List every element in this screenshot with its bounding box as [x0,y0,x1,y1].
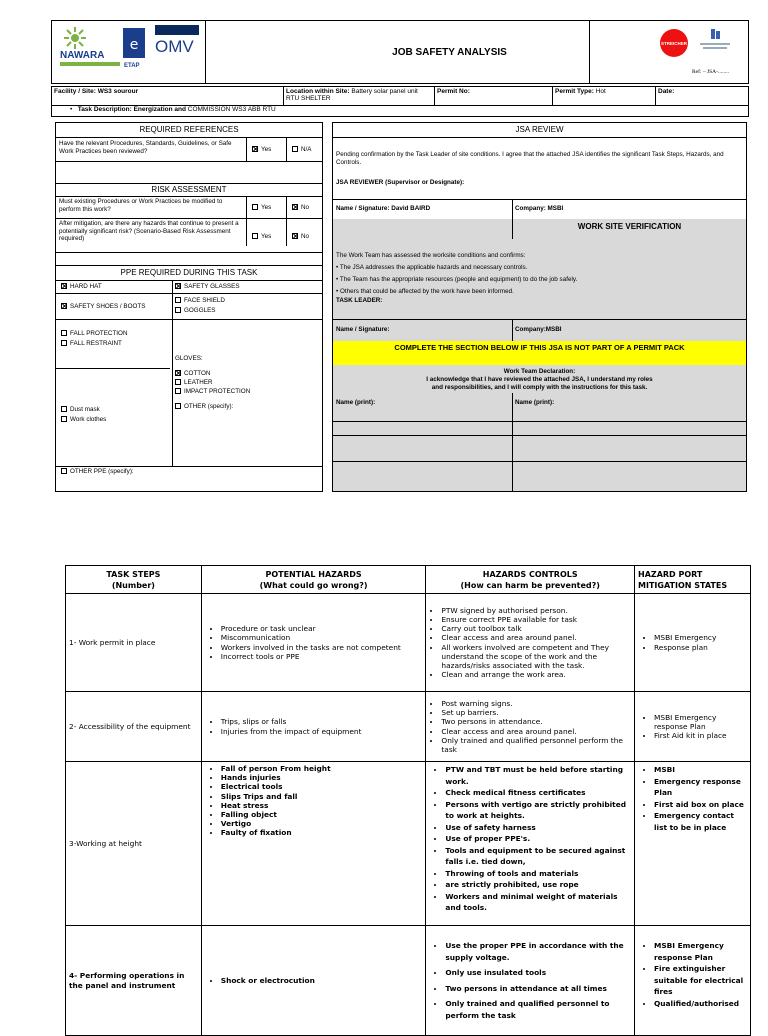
etap-logo: e ETAP [122,27,148,79]
risk-question-1: Must existing Procedures or Work Practices be modified to perform this work? [59,198,223,213]
streicher-logo: STREICHER [660,29,688,57]
risk-assessment-heading: RISK ASSESSMENT [151,185,227,194]
table-row [66,762,751,926]
hazards-cell: • Shock or electrocution [201,926,426,1036]
risk-q2-yes-checkbox[interactable]: Yes [252,233,271,241]
declaration-title: Work Team Declaration: [503,368,576,375]
work-site-bullet-1: • The JSA addresses the applicable hazards and necessary controls. [336,264,528,271]
ppe-heading: PPE REQUIRED DURING THIS TASK [120,268,258,277]
header-potential-hazards: POTENTIAL HAZARDS (What could go wrong?) [201,566,426,594]
references-na-checkbox[interactable]: N/A [292,146,312,154]
facility-field: Facility / Site: WS3 sourour [52,87,284,105]
required-references-heading: REQUIRED REFERENCES [139,125,239,134]
risk-q1-yes-checkbox[interactable]: Yes [252,204,271,212]
task-leader-name: Name / Signature: [336,326,390,333]
references-yes-checkbox[interactable]: Yes [252,146,271,154]
ppe-fall-restraint[interactable]: FALL RESTRAINT [61,340,122,348]
controls-cell: • PTW and TBT must be held before starting work. • Check medical fitness certificates • Persons with vertigo are strictly prohibited to work at heights. • Use of safety harness • Use of proper PPE's. • Tools and equipment to be secured against falls i.e. tied down, • Throwing of tools and materials • are strictly prohibited, use rope • Workers and minimal weight of materials and tools. [426,762,635,926]
hazards-cell: • Fall of person From height • Hands injuries • Electrical tools • Slips Trips and fall • Heat stress • Falling object • Vertigo • Faulty of fixation [201,762,426,926]
task-leader-label: TASK LEADER: [336,297,383,304]
declaration-line-1: I acknowledge that I have reviewed the attached JSA, I understand my roles [426,376,653,383]
task-leader-company: Company:MSBI [515,326,562,333]
svg-text:e: e [129,37,139,53]
work-site-intro: The Work Team has assessed the worksite conditions and confirms: [336,252,526,259]
ppe-dust-mask[interactable]: Dust mask [61,406,100,414]
task-step: 3-Working at height [66,762,202,926]
ppe-other-ppe[interactable]: OTHER PPE (specify): [61,468,134,476]
header-task-steps: TASK STEPS (Number) [66,566,202,594]
hazards-cell: • Trips, slips or falls • Injuries from the impact of equipment [201,692,426,762]
document-title: JOB SAFETY ANALYSIS [392,46,507,58]
secondary-logo [698,29,732,53]
task-step: 4- Performing operations in the panel and instrument [66,926,202,1036]
jsa-reviewer-label: JSA REVIEWER (Supervisor or Designate): [336,179,465,186]
reference: Ref: – JSA-........ [692,69,729,75]
jsa-review-text: Pending confirmation by the Task Leader of site conditions. I agree that the attached JSA identifies the significant Task Steps, Hazards, and Controls. [336,151,724,166]
header-hazard-controls: HAZARDS CONTROLS (How can harm be prevented?) [426,566,635,594]
document-header [51,20,749,84]
ppe-gloves-cotton[interactable]: COTTON [175,370,210,378]
permit-type-field: Permit Type: Hot [553,87,656,105]
nawara-logo: NAWARA [60,27,122,79]
risk-question-2: After mitigation, are there any hazards that continue to present a potentially significant risk? (Scenario-Based Risk Assessment required) [59,220,239,243]
table-row [66,594,751,692]
task-steps-table [65,565,751,1036]
job-info [51,86,749,117]
ppe-face-shield[interactable]: FACE SHIELD [175,297,225,305]
work-team-declaration [333,365,746,491]
task-description: • Task Description: Energization and COMMISSION WS3 ABB RTU [52,105,748,117]
mitigation-cell: • MSBI Emergency response Plan • First Aid kit in place [635,692,751,762]
table-row [66,926,751,1036]
complete-section-banner: COMPLETE THE SECTION BELOW IF THIS JSA IS NOT PART OF A PERMIT PACK [333,341,746,365]
references-question: Have the relevant Procedures, Standards, Guidelines, or Safe Work Practices been reviewed? [59,140,232,155]
work-site-heading: WORK SITE VERIFICATION [577,222,682,231]
task-step: 1- Work permit in place [66,594,202,692]
permit-no-field: Permit No: [435,87,553,105]
table-row [66,692,751,762]
controls-cell: • Post warning signs. • Set up barriers. • Two persons in attendance. • Clear access and area around panel. • Only trained and qualified personnel perform the task [426,692,635,762]
mitigation-cell: • MSBI Emergency response Plan • Fire extinguisher suitable for electrical fires • Qualified/authorised [635,926,751,1036]
ppe-gloves-leather[interactable]: LEATHER [175,379,213,387]
work-site-bullet-3: • Others that could be affected by the work have been informed. [336,288,514,295]
risk-q2-no-checkbox[interactable]: No [292,233,309,241]
name-print-left: Name (print): [336,399,376,406]
table-header-row [66,566,751,594]
work-site-verification [333,219,746,341]
ppe-gloves-impact[interactable]: IMPACT PROTECTION [175,388,250,396]
jsa-reviewer-company: Company: MSBI [515,205,564,212]
work-site-bullet-2: • The Team has the appropriate resources (people and equipment) to do the job safely. [336,276,578,283]
ppe-fall-protection[interactable]: FALL PROTECTION [61,330,128,338]
mitigation-cell: • MSBI Emergency • Response plan [635,594,751,692]
jsa-reviewer-name: Name / Signature: David BAIRD [336,205,431,212]
ppe-hard-hat[interactable]: HARD HAT [61,283,102,291]
right-panel [332,122,747,492]
ppe-work-clothes[interactable]: Work clothes [61,416,106,424]
task-step: 2- Accessibility of the equipment [66,692,202,762]
ppe-safety-shoes[interactable]: SAFETY SHOES / BOOTS [61,303,145,311]
ppe-other-specify[interactable]: OTHER (specify): [175,403,233,411]
ppe-goggles[interactable]: GOGGLES [175,307,216,315]
name-print-right: Name (print): [515,399,555,406]
left-panel [55,122,323,492]
omv-logo: OMV [155,25,205,77]
controls-cell: • Use the proper PPE in accordance with the supply voltage. • Only use insulated tools • Two persons in attendance at all times • Only trained and qualified personnel to perform the task [426,926,635,1036]
hazards-cell: • Procedure or task unclear • Miscommunication • Workers involved in the tasks are not competent • Incorrect tools or PPE [201,594,426,692]
controls-cell: • PTW signed by authorised person. • Ensure correct PPE available for task • Carry out toolbox talk • Clear access and area around panel. • All workers involved are competent and They understand the scope of the work and the hazards/risks associated with the task. • Clean and arrange the work area. [426,594,635,692]
risk-q1-no-checkbox[interactable]: No [292,204,309,212]
date-field: Date: [658,88,675,95]
ppe-safety-glasses[interactable]: SAFETY GLASSES [175,283,240,291]
declaration-line-2: and responsibilities, and I will comply with the instructions for this task. [431,384,648,391]
location-field: Location within Site: Battery solar panel unit RTU SHELTER [284,87,435,105]
ppe-gloves-label: GLOVES: [175,355,203,362]
jsa-review-heading: JSA REVIEW [515,125,564,134]
mitigation-cell: • MSBI • Emergency response Plan • First aid box on place • Emergency contact list to be in place [635,762,751,926]
header-mitigation: HAZARD PORT MITIGATION STATES [635,566,751,594]
